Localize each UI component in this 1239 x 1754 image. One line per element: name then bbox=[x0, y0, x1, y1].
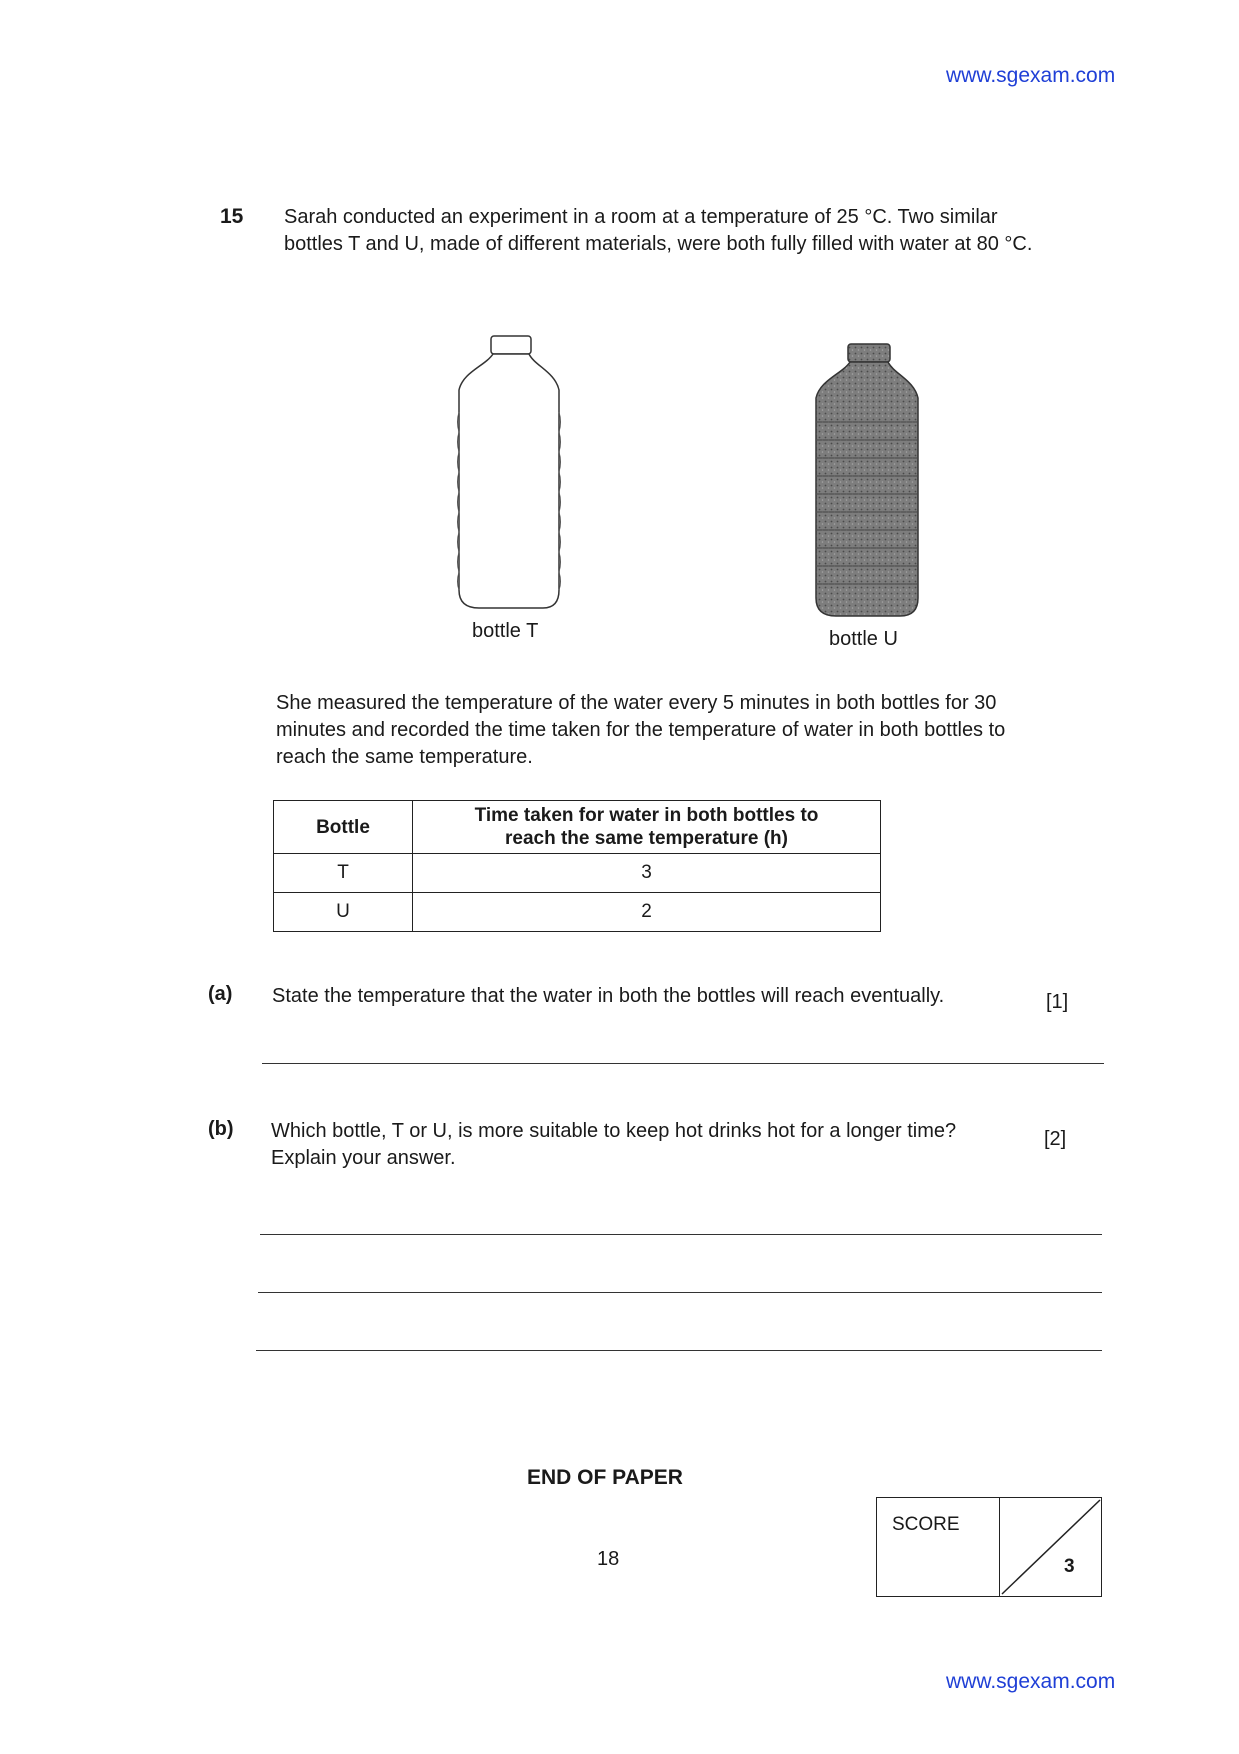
method-line-3: reach the same temperature. bbox=[276, 746, 533, 768]
table-header-row bbox=[274, 801, 881, 854]
header-url[interactable]: www.sgexam.com bbox=[946, 64, 1116, 87]
bottle-t-label: bottle T bbox=[472, 620, 539, 642]
page-number: 18 bbox=[597, 1548, 620, 1570]
results-table bbox=[273, 800, 881, 932]
question-intro bbox=[284, 204, 1114, 258]
bottle-t-image bbox=[455, 332, 565, 614]
intro-line-2: bottles T and U, made of different materials, were both fully filled with water at 80 °C. bbox=[284, 233, 1033, 255]
answer-line-b1[interactable] bbox=[260, 1234, 1102, 1235]
score-label: SCORE bbox=[892, 1514, 960, 1535]
part-a-label: (a) bbox=[208, 983, 233, 1005]
question-number: 15 bbox=[220, 205, 244, 228]
part-b-line-1: Which bottle, T or U, is more suitable to keep hot drinks hot for a longer time? bbox=[271, 1120, 957, 1142]
part-b-line-2: Explain your answer. bbox=[271, 1147, 456, 1169]
score-total: 3 bbox=[1064, 1556, 1075, 1577]
part-b-text bbox=[271, 1118, 1051, 1172]
part-b-marks: [2] bbox=[1044, 1128, 1067, 1150]
score-label-cell bbox=[877, 1498, 1000, 1596]
cell-time: 2 bbox=[413, 893, 881, 932]
table-row bbox=[274, 854, 881, 893]
answer-line-a[interactable] bbox=[262, 1063, 1104, 1064]
answer-line-b3[interactable] bbox=[256, 1350, 1102, 1351]
header-bottle: Bottle bbox=[274, 801, 413, 854]
score-diagonal bbox=[1000, 1498, 1101, 1596]
part-b-label: (b) bbox=[208, 1118, 234, 1140]
part-a-marks: [1] bbox=[1046, 991, 1069, 1013]
table-row bbox=[274, 893, 881, 932]
method-line-2: minutes and recorded the time taken for the temperature of water in both bottles to bbox=[276, 719, 1006, 741]
cell-bottle: U bbox=[274, 893, 413, 932]
cell-bottle: T bbox=[274, 854, 413, 893]
end-of-paper: END OF PAPER bbox=[527, 1466, 683, 1489]
bottle-u-image bbox=[812, 340, 924, 622]
answer-line-b2[interactable] bbox=[258, 1292, 1102, 1293]
bottle-u-label: bottle U bbox=[829, 628, 898, 650]
score-box bbox=[876, 1497, 1102, 1597]
cell-time: 3 bbox=[413, 854, 881, 893]
method-line-1: She measured the temperature of the water every 5 minutes in both bottles for 30 bbox=[276, 692, 997, 714]
method-paragraph bbox=[276, 690, 1116, 771]
intro-line-1: Sarah conducted an experiment in a room at a temperature of 25 °C. Two similar bbox=[284, 206, 998, 228]
part-a-text: State the temperature that the water in both the bottles will reach eventually. bbox=[272, 985, 945, 1007]
footer-url[interactable]: www.sgexam.com bbox=[946, 1670, 1116, 1693]
header-time: Time taken for water in both bottles to reach the same temperature (h) bbox=[413, 801, 881, 854]
